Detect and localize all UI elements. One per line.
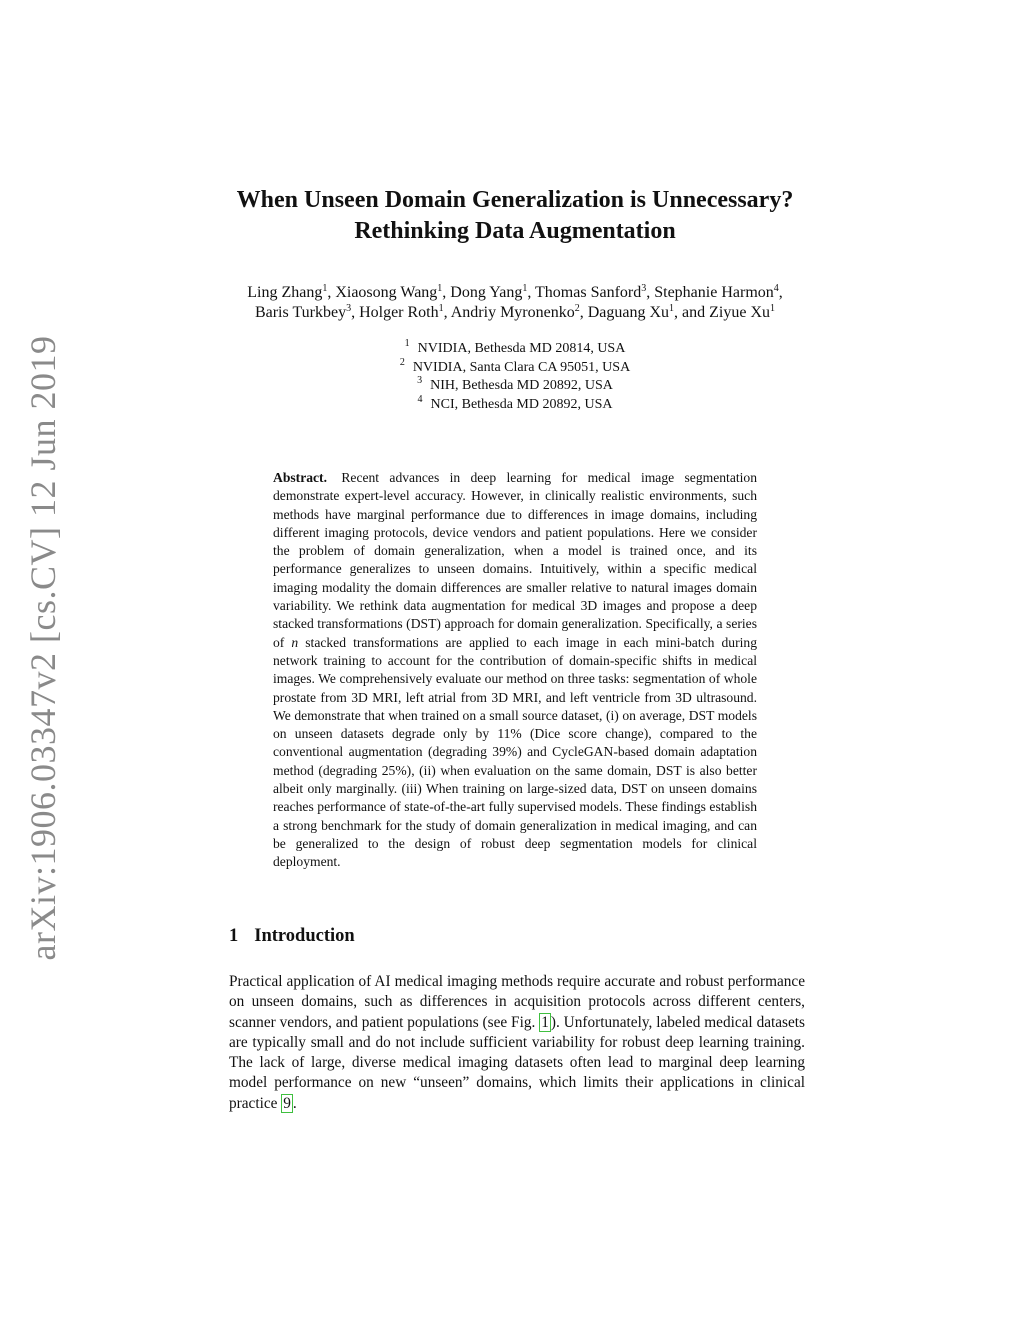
affiliation-text: NVIDIA, Bethesda MD 20814, USA [417, 341, 626, 356]
abstract-label: Abstract. [273, 470, 327, 485]
author-name: Daguang Xu [587, 304, 670, 321]
section-number: 1 [229, 926, 239, 946]
intro-text-part-2: ). Unfortunately, labeled medical datasets are typically small and do not include sufficient variability for robust deep learning training. The lack of large, diverse medical imaging datasets often lead to marginal deep learning model performance on new “unseen” domains, which limits their applications in clinical practice [229, 1013, 805, 1112]
intro-text-part-3: . [292, 1094, 297, 1112]
affiliation-number: 1 [404, 338, 410, 349]
section-heading [229, 926, 355, 947]
abstract-text-part-1: Recent advances in deep learning for medical image segmentation demonstrate expert-level accuracy. However, in clinically realistic environments, such methods have marginal performance due to differences in image domains, including different imaging protocols, device vendors and patient populations. Here we consider the problem of domain generalization, when a model is trained once, and its performance generalizes to unseen domains. Intuitively, within a specific medical imaging modality the domain differences are smaller relative to natural images domain variability. We rethink data augmentation for medical 3D images and propose a deep stacked transformations (DST) approach for domain generalization. Specifically, a series of [273, 470, 758, 650]
affiliation-number: 3 [417, 375, 423, 386]
author-name: Thomas Sanford [535, 284, 642, 301]
abstract-text-part-2: stacked transformations are applied to each image in each mini-batch during network training to account for the contribution of domain-specific shifts in medical images. We comprehensively evaluate our method on three tasks: segmentation of whole prostate from 3D MRI, left atrial from 3D MRI, and left ventricle from 3D ultrasound. We demonstrate that when trained on a small source dataset, (i) on average, DST models on unseen datasets degrade only by 11% (Dice score change), compared to the conventional augmentation (degrading 39%) and CycleGAN-based domain adaptation method (degrading 25%), (ii) when evaluation on the same domain, DST is also better albeit only marginally. (iii) When training on large-sized data, DST on unseen domains reaches performance of state-of-the-art fully supervised models. These findings establish a strong benchmark for the study of domain generalization in medical imaging, and can be generalized to the design of robust deep segmentation models for clinical deployment. [273, 634, 757, 870]
author-affiliation: 2 [574, 303, 580, 314]
affiliation-list [300, 340, 730, 414]
paper-title [200, 185, 830, 247]
affiliation-item [300, 340, 730, 359]
author-affiliation: 1 [437, 283, 443, 294]
author-affiliation: 4 [773, 283, 779, 294]
affiliation-item [300, 393, 730, 415]
author-affiliation: 1 [669, 303, 675, 314]
section-title: Introduction [254, 926, 355, 946]
author-name: Holger Roth [359, 304, 439, 321]
author-affiliation: 1 [522, 283, 528, 294]
affiliation-text: NVIDIA, Santa Clara CA 95051, USA [412, 359, 631, 375]
title-line-1: When Unseen Domain Generalization is Unnecessary? [236, 187, 794, 213]
abstract [273, 469, 757, 872]
author-line-2: Baris Turkbey$^3$, Holger Roth$^1$, Andriy Myronenko$^2$, Daguang Xu$^1$, and Ziyue Xu$^1$ [254, 303, 776, 321]
author-conjunction: and [682, 304, 706, 321]
intro-paragraph [229, 972, 805, 1114]
affiliation-item [300, 377, 730, 396]
author-name: Ziyue Xu [709, 304, 771, 321]
author-line-1: Ling Zhang$^1$, Xiaosong Wang$^1$, Dong Yang$^1$, Thomas Sanford$^3$, Stephanie Harmon$^4$, [247, 283, 783, 301]
intro-text-part-1: Practical application of AI medical imaging methods require accurate and robust performance on unseen domains, such as differences in acquisition protocols across different centers, scanner vendors, and patient populations (see Fig. [229, 973, 805, 1031]
math-variable-n: n [291, 634, 299, 650]
author-name: Xiaosong Wang [335, 284, 438, 301]
affiliation-text: NIH, Bethesda MD 20892, USA [430, 378, 613, 393]
author-affiliation: 3 [641, 283, 647, 294]
affiliation-number: 4 [417, 393, 423, 405]
author-name: Baris Turkbey [254, 304, 347, 321]
author-affiliation: 1 [438, 303, 444, 314]
author-affiliation: 1 [322, 283, 328, 294]
author-name: Andriy Myronenko [450, 304, 575, 321]
figure-reference-link[interactable]: 1 [541, 1013, 549, 1031]
author-name: Ling Zhang [247, 284, 323, 301]
title-line-2: Rethinking Data Augmentation [354, 218, 676, 244]
affiliation-text: NCI, Bethesda MD 20892, USA [430, 396, 613, 412]
author-affiliation: 3 [346, 303, 352, 314]
author-list [200, 283, 830, 323]
affiliation-item [300, 356, 730, 378]
author-name: Dong Yang [450, 284, 523, 301]
affiliation-number: 2 [399, 356, 405, 368]
arxiv-stamp-text: arXiv:1906.03347v2 [cs.CV] 12 Jun 2019 [23, 335, 63, 961]
author-affiliation: 1 [770, 303, 776, 314]
author-name: Stephanie Harmon [654, 284, 774, 301]
citation-link[interactable]: 9 [283, 1094, 291, 1112]
